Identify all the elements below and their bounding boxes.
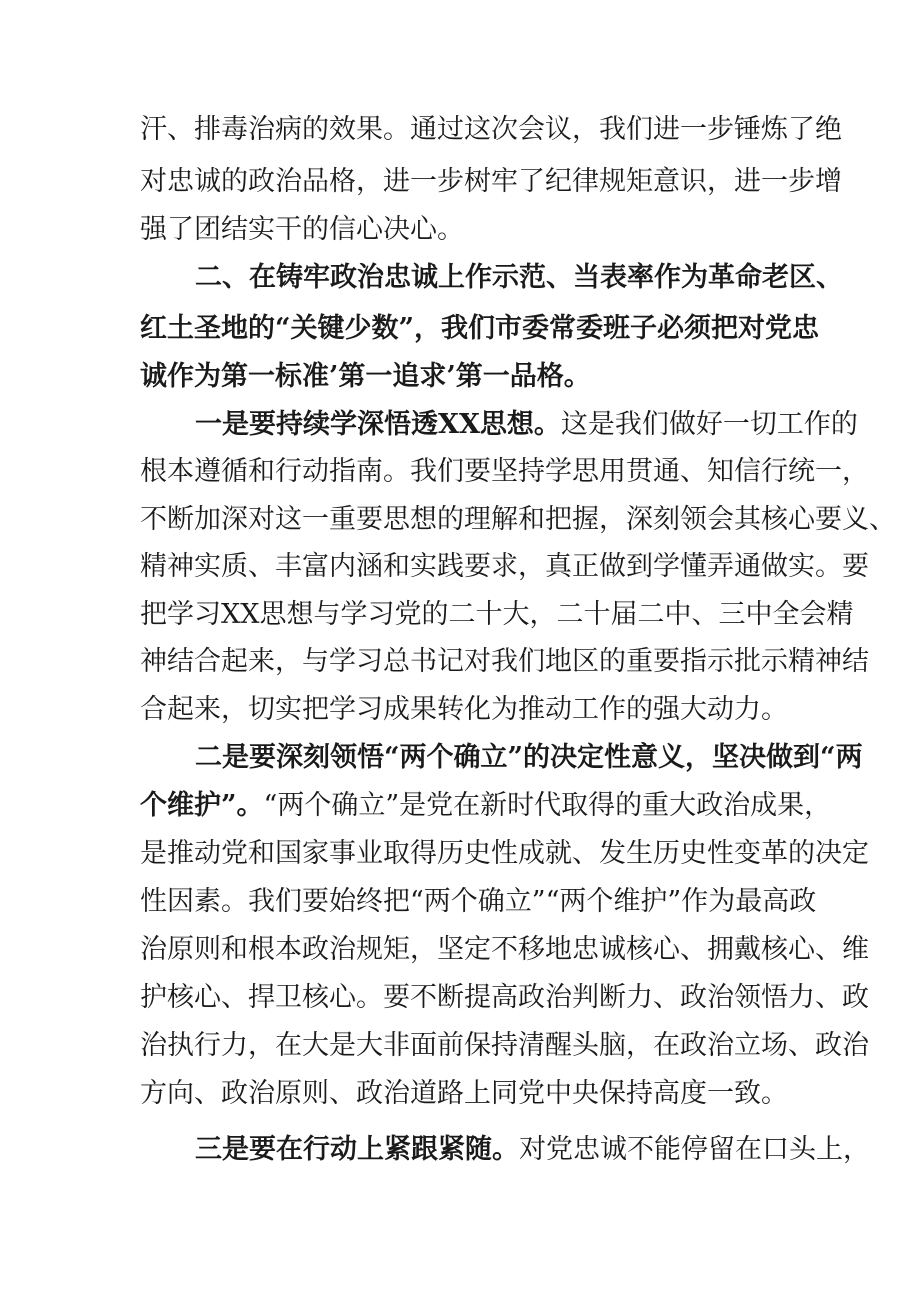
paragraph-2-line-7: 治执行力，在大是大非面前保持清醒头脑，在政治立场、政治	[140, 1030, 869, 1061]
section-heading-line-2: 红土圣地的“关键少数”，我们市委常委班子必须把对党忠	[140, 313, 820, 344]
section-heading-line-1: 二、在铸牢政治忠诚上作示范、当表率作为革命老区、	[195, 262, 843, 293]
paragraph-3-line-1	[195, 1126, 870, 1174]
text-line-3: 强了团结实干的信心决心。	[140, 214, 464, 245]
paragraph-2-line-2	[140, 782, 830, 830]
paragraph-2-line-8: 方向、政治原则、政治道路上同党中央保持高度一致。	[140, 1078, 788, 1109]
paragraph-2-line-5: 治原则和根本政治规矩，坚定不移地忠诚核心、拥戴核心、维	[140, 934, 869, 965]
text-line-1: 汗、排毒治病的效果。通过这次会议，我们进一步锤炼了绝	[140, 114, 842, 145]
paragraph-3-lead-rest: 对党忠诚不能停留在口头上，	[519, 1134, 870, 1165]
paragraph-1-line-3: 不断加深对这一重要思想的理解和把握，深刻领会其核心要义、	[140, 504, 896, 535]
section-heading-line-3: 诚作为第一标准’第一追求’第一品格。	[140, 361, 591, 392]
paragraph-1-line-2: 根本遵循和行动指南。我们要坚持学思用贯通、知信行统一，	[140, 456, 869, 487]
paragraph-1-line-1	[195, 401, 858, 449]
paragraph-2-line-1: 二是要深刻领悟“两个确立”的决定性意义，坚决做到“两	[195, 742, 863, 773]
paragraph-1-line-6: 神结合起来，与学习总书记对我们地区的重要指示批示精神结	[140, 646, 869, 677]
paragraph-2-lead-rest: “两个确立”是党在新时代取得的重大政治成果，	[263, 790, 832, 821]
paragraph-1-lead-rest: 这是我们做好一切工作的	[560, 409, 858, 440]
paragraph-1-line-7: 合起来，切实把学习成果转化为推动工作的强大动力。	[140, 694, 788, 725]
paragraph-2-line-6: 护核心、捍卫核心。要不断提高政治判断力、政治领悟力、政	[140, 982, 869, 1013]
paragraph-2-lead-bold: 个维护”。	[140, 790, 264, 821]
paragraph-1-lead-bold: 一是要持续学深悟透XX思想。	[195, 409, 561, 440]
paragraph-3-lead-bold: 三是要在行动上紧跟紧随。	[195, 1134, 519, 1165]
paragraph-2-line-4: 性因素。我们要始终把“两个确立”“两个维护”作为最高政	[140, 886, 817, 917]
paragraph-2-line-3: 是推动党和国家事业取得历史性成就、发生历史性变革的决定	[140, 838, 869, 869]
paragraph-1-line-4: 精神实质、丰富内涵和实践要求，真正做到学懂弄通做实。要	[140, 551, 869, 582]
paragraph-1-line-5: 把学习XX思想与学习党的二十大，二十届二中、三中全会精	[140, 599, 854, 630]
text-line-2: 对忠诚的政治品格，进一步树牢了纪律规矩意识，进一步增	[140, 166, 842, 197]
